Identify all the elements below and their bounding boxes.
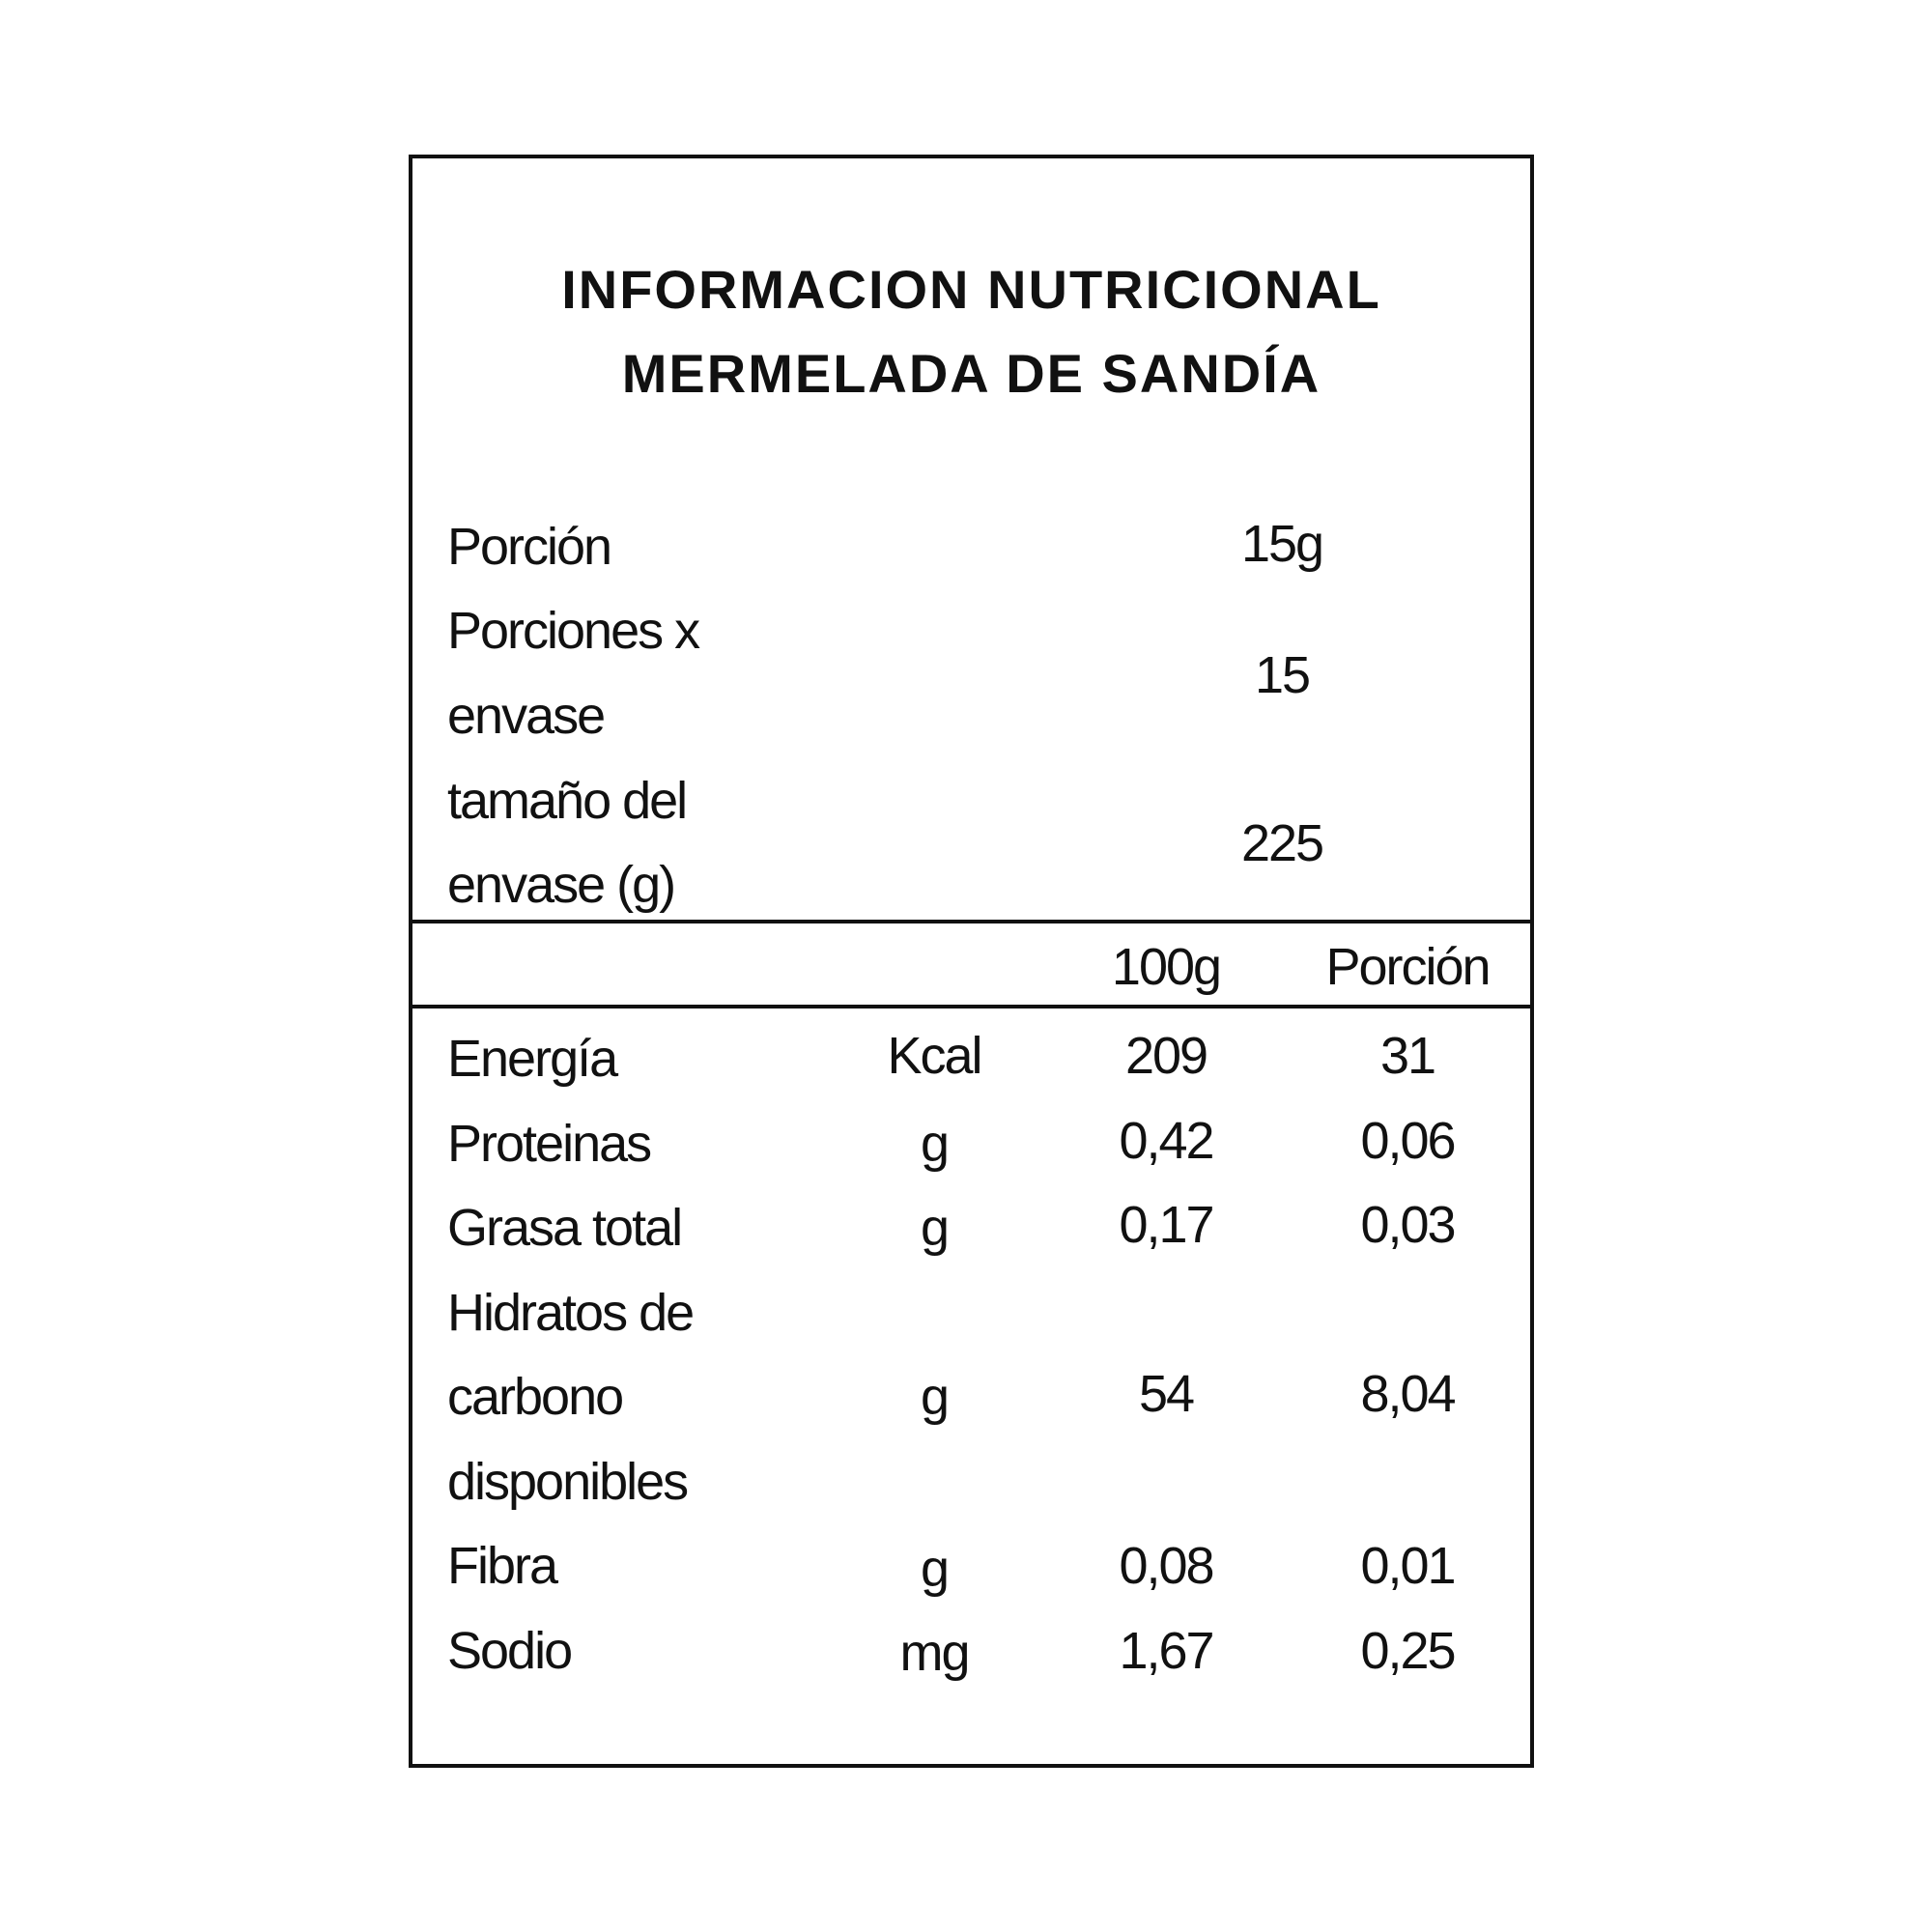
divider-top: [412, 920, 1530, 923]
nutrient-value-portion: 0,01: [1360, 1537, 1455, 1595]
column-header-100g: 100g: [1111, 938, 1221, 996]
container-size-label-line2: envase (g): [447, 856, 675, 914]
nutrient-value-100g: 54: [1138, 1365, 1194, 1423]
nutrient-unit: g: [920, 1540, 949, 1598]
per-container-value: 15: [1254, 646, 1310, 704]
nutrient-value-portion: 0,25: [1360, 1622, 1455, 1680]
nutrient-unit: g: [920, 1368, 949, 1426]
nutrient-value-portion: 8,04: [1360, 1365, 1455, 1423]
label-title: INFORMACION NUTRICIONAL: [561, 259, 1381, 320]
nutrient-name: Sodio: [447, 1622, 572, 1680]
nutrient-name-line1: Hidratos de: [447, 1284, 694, 1342]
nutrient-unit: Kcal: [887, 1027, 981, 1085]
per-container-label-line1: Porciones x: [447, 602, 699, 660]
column-header-portion: Porción: [1325, 938, 1490, 996]
nutrient-unit: g: [920, 1199, 949, 1257]
nutrient-name: Proteinas: [447, 1115, 651, 1173]
nutrient-name: Energía: [447, 1030, 617, 1088]
nutrient-value-portion: 0,03: [1360, 1196, 1455, 1254]
container-size-value: 225: [1240, 814, 1323, 872]
nutrient-value-100g: 1,67: [1119, 1622, 1213, 1680]
nutrient-unit: g: [920, 1115, 949, 1173]
per-container-label-line2: envase: [447, 687, 605, 745]
product-name: MERMELADA DE SANDÍA: [621, 343, 1321, 404]
nutrient-name: Fibra: [447, 1537, 557, 1595]
nutrient-name: Grasa total: [447, 1199, 682, 1257]
nutrient-value-100g: 0,08: [1119, 1537, 1213, 1595]
portion-value: 15g: [1240, 515, 1323, 573]
divider-header: [412, 1005, 1530, 1009]
container-size-label-line1: tamaño del: [447, 772, 687, 830]
nutrient-value-100g: 0,17: [1119, 1196, 1213, 1254]
nutrient-value-100g: 209: [1124, 1027, 1208, 1085]
nutrient-value-portion: 0,06: [1360, 1112, 1455, 1170]
nutrient-unit: mg: [899, 1624, 969, 1682]
portion-label: Porción: [447, 518, 611, 576]
nutrient-name-line3: disponibles: [447, 1453, 688, 1511]
nutrient-value-portion: 31: [1379, 1027, 1435, 1085]
nutrient-name-line2: carbono: [447, 1368, 623, 1426]
nutrition-label: [409, 155, 1534, 1768]
nutrient-value-100g: 0,42: [1119, 1112, 1213, 1170]
